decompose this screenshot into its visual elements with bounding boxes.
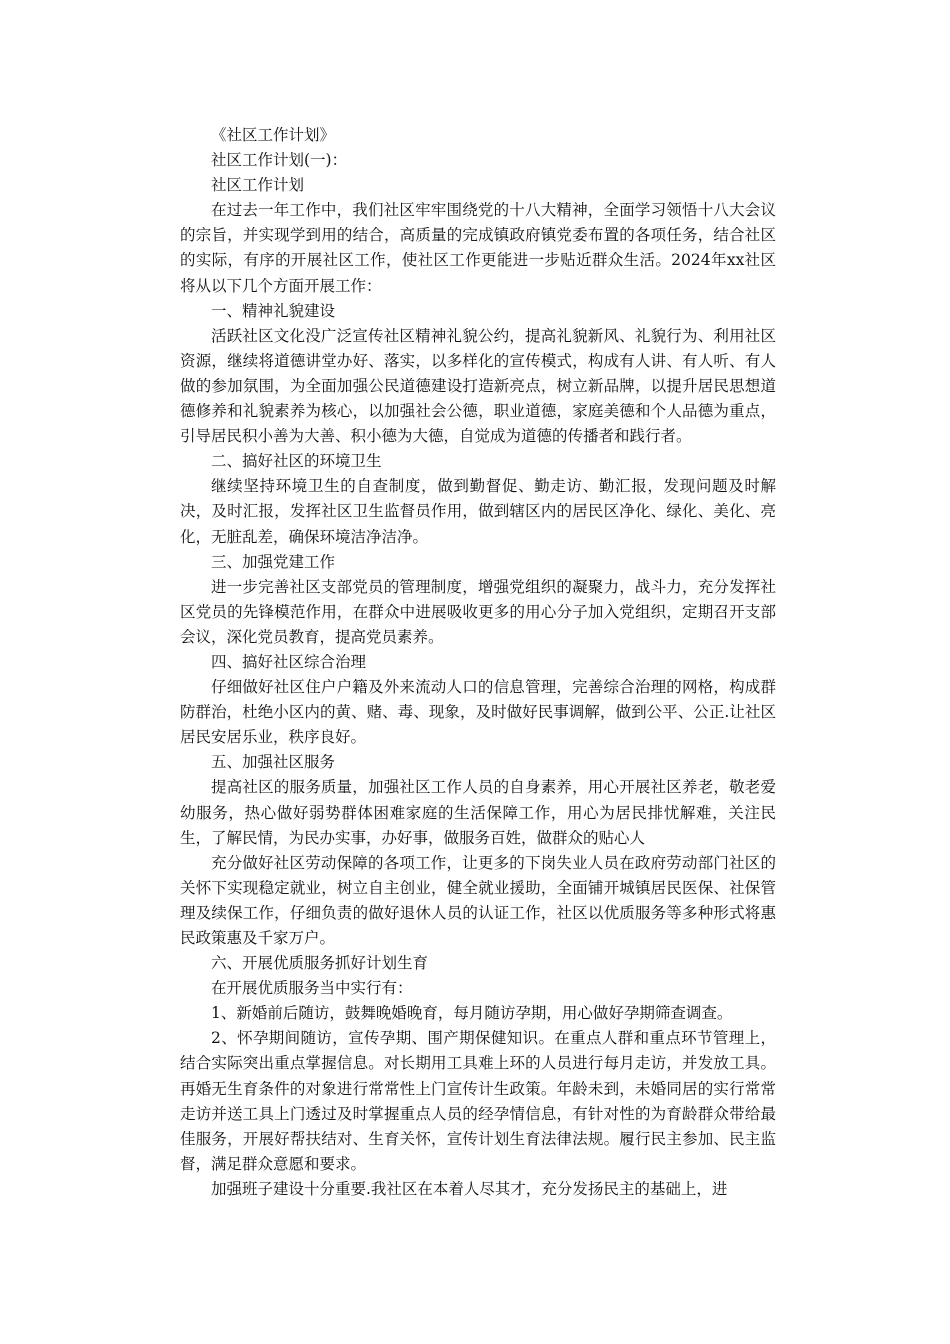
paragraph: 充分做好社区劳动保障的各项工作，让更多的下岗失业人员在政府劳动部门社区的关怀下实现稳定就业，树立自主创业，健全就业援助，全面铺开城镇居民医保、社保管理及续保工作，仔细负责的做好退休人员的认证工作，社区以优质服务等多种形式将惠民政策惠及千家万户。	[180, 853, 776, 947]
section-heading: 六、开展优质服务抓好计划生育	[211, 954, 429, 973]
section-heading: 五、加强社区服务	[211, 753, 336, 772]
paragraph: 仔细做好社区住户户籍及外来流动人口的信息管理，完善综合治理的网格，构成群防群治，杜绝小区内的黄、赌、毒、现象，及时做好民事调解，做到公平、公正.让社区居民安居乐业，秩序良好。	[180, 678, 776, 747]
section-heading: 四、搞好社区综合治理	[211, 652, 367, 671]
paragraph: 1、新婚前后随访，鼓舞晚婚晚育，每月随访孕期，用心做好孕期筛查调查。	[211, 1004, 733, 1023]
section-heading: 在开展优质服务当中实行有：	[211, 979, 413, 998]
section-heading: 三、加强党建工作	[211, 552, 336, 571]
document-subtitle: 社区工作计划(一)：	[211, 151, 348, 170]
section-heading: 一、精神礼貌建设	[211, 301, 336, 320]
paragraph: 在过去一年工作中，我们社区牢牢围绕党的十八大精神，全面学习领悟十八大会议的宗旨，并实现学到用的结合，高质量的完成镇政府镇党委布置的各项任务，结合社区的实际，有序的开展社区工作，使社区工作更能进一步贴近群众生活。2024年xx社区将从以下几个方面开展工作：	[180, 201, 776, 295]
paragraph: 2、怀孕期间随访，宣传孕期、围产期保健知识。在重点人群和重点环节管理上，结合实际突出重点掌握信息。对长期用工具难上环的人员进行每月走访，并发放工具。再婚无生育条件的对象进行常常性上门宣传计生政策。年龄未到，未婚同居的实行常常走访并送工具上门透过及时掌握重点人员的经孕情信息，有针对性的为育龄群众带给最佳服务，开展好帮扶结对、生育关怀，宣传计划生育法律法规。履行民主参加、民主监督，满足群众意愿和要求。	[180, 1029, 776, 1173]
document-title: 《社区工作计划》	[211, 126, 336, 144]
paragraph: 活跃社区文化没广泛宣传社区精神礼貌公约，提高礼貌新风、礼貌行为、利用社区资源，继续将道德讲堂办好、落实，以多样化的宣传模式，构成有人讲、有人听、有人做的参加氛围，为全面加强公民道德建设打造新亮点，树立新品牌，以提升居民思想道德修养和礼貌素养为核心，以加强社会公德，职业道德，家庭美德和个人品德为重点，引导居民积小善为大善、积小德为大德，自觉成为道德的传播者和践行者。	[180, 326, 776, 446]
paragraph: 继续坚持环境卫生的自查制度，做到勤督促、勤走访、勤汇报，发现问题及时解决，及时汇报，发挥社区卫生监督员作用，做到辖区内的居民区净化、绿化、美化、亮化，无脏乱差，确保环境洁净洁净。	[180, 477, 776, 546]
section-heading: 二、搞好社区的环境卫生	[211, 452, 382, 471]
paragraph: 加强班子建设十分重要.我社区在本着人尽其才，充分发扬民主的基础上，进	[211, 1179, 728, 1198]
document-heading: 社区工作计划	[211, 176, 305, 195]
paragraph: 进一步完善社区支部党员的管理制度，增强党组织的凝聚力，战斗力，充分发挥社区党员的先锋模范作用，在群众中进展吸收更多的用心分子加入党组织，定期召开支部会议，深化党员教育，提高党员素养。	[180, 577, 776, 646]
paragraph: 提高社区的服务质量，加强社区工作人员的自身素养，用心开展社区养老，敬老爱幼服务，热心做好弱势群体困难家庭的生活保障工作，用心为居民排忧解难，关注民生，了解民情，为民办实事，办好事，做服务百姓，做群众的贴心人	[180, 778, 776, 847]
document-body	[180, 123, 776, 1202]
